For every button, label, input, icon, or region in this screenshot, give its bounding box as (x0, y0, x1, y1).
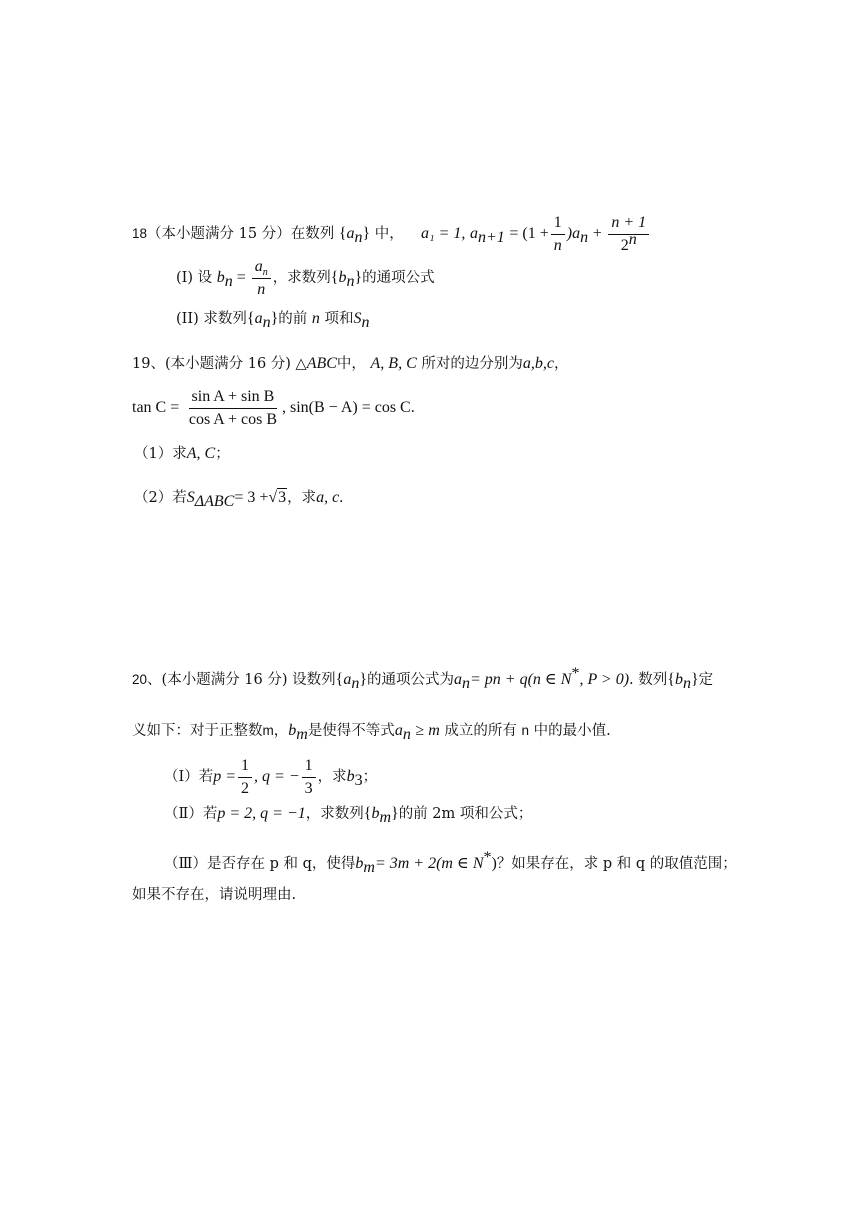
period: . (339, 489, 344, 506)
area-eq: = 3 + (234, 489, 269, 506)
tan-lhs: tan C = (132, 399, 180, 417)
recurrence-mid: )a (566, 225, 581, 243)
part-label: （Ⅰ）若 (164, 769, 214, 786)
formula-tail: , P > 0) (579, 671, 630, 688)
angles-abc: A, B, C (370, 355, 417, 372)
part-cond: = 3m + 2(m ∈ N (374, 855, 484, 872)
part-vars: A, C (186, 445, 216, 462)
text-3: 定 (698, 672, 714, 688)
problem-18-part-1: (I) 设 $b_n$ = $\frac{a_n}{n}$ ，求数列$\{b_n\}$的通项公式 (176, 258, 435, 298)
problem-20-line-2: 义如下：对于正整数m，$b_m$是使得不等式$a_n \ge m$ 成立的所有 n 中的最小值. (132, 722, 611, 743)
side-text: 所对的边分别为 (421, 356, 523, 372)
frac-n-plus-1-over-2n: $\frac{n + 1}{2^n}$ (608, 214, 649, 254)
part-tail: 的前 2m 项和公式； (398, 806, 533, 822)
inequality: ≥ m (415, 722, 440, 739)
problem-number: 19 (132, 356, 151, 372)
triangle-abc: ABC (306, 355, 337, 372)
part-label: （1）求 (134, 446, 187, 462)
sides-abc: a,b,c (522, 355, 554, 372)
line-2-text: 义如下：对于正整数 (132, 723, 263, 739)
line-2c-text: 成立的所有 (444, 723, 517, 739)
problem-header: （本小题满分 15 分）在数列 (147, 226, 335, 243)
frac-tan-c: $\frac{\text{sin A + sin B}}{\text{cos A + cos B}}$ (188, 388, 277, 428)
recurrence-a1: a₁ = 1, (421, 225, 466, 243)
var-m: m (262, 723, 274, 738)
recurrence-lhs: a (469, 225, 478, 243)
part-cond: p = 2, q = −1 (217, 805, 306, 822)
text-1: 的通项公式为 (367, 672, 454, 688)
problem-20-header: 20、(本小题满分 16 分) 设数列$\{a_n\}$的通项公式为$a_n=$ pn + q(n ∈ N*, P > 0). 数列$\{b_n\}$定 (132, 665, 714, 692)
problem-20-part-1: （Ⅰ）若p = $\frac{1}{2}$ , q = − $\frac{1}{3}$ ，求$b_3$； (164, 757, 378, 797)
part-text: 的前 (278, 311, 308, 327)
line-2b-text: 是使得不等式 (307, 723, 395, 739)
part-vars: a, c (316, 489, 340, 506)
part-tail: 的通项公式 (362, 270, 435, 287)
problem-in-text: 中， (374, 226, 404, 243)
part-label: （Ⅱ）若 (164, 806, 218, 822)
recurrence-open: = (1 + (509, 225, 549, 243)
problem-18-header: 18（本小题满分 15 分）在数列 $\{a_n\}$ 中， a₁ = 1, $a_{n+1} = (1$ + $\frac{1}{n}$ )$a_n$ + $\frac{n + 1}{2^n}$ (132, 214, 651, 254)
frac-one-over-n: $\frac{1}{n}$ (551, 214, 565, 254)
part-label: (II) 求数列 (176, 311, 247, 327)
q-eq: , q = − (254, 768, 300, 786)
frac-one-third: $\frac{1}{3}$ (302, 757, 316, 797)
problem-20-part-3: （Ⅲ）是否存在 p 和 q，使得$b_m= 3m + 2(m$ ∈ N*)？如果存在，求 p 和 q 的取值范围； (164, 849, 737, 876)
part-label: （2）若 (134, 490, 187, 506)
formula: = pn + q(n ∈ N (470, 671, 572, 688)
part-tail: 项和 (324, 311, 354, 327)
problem-19-equations: tan C = $\frac{\text{sin A + sin B}}{\text{cos A + cos B}}$ , sin(B − A) = cos C. (132, 388, 415, 428)
problem-19-header (132, 356, 568, 372)
text-2: . 数列 (629, 672, 668, 688)
part-tail: ，求 (287, 490, 317, 506)
problem-header: 、(本小题满分 16 分) △ (150, 356, 307, 372)
part-label: （Ⅲ）是否存在 p 和 q，使得 (164, 856, 356, 872)
problem-19-part-2: （2）若$S_{\Delta ABC}= 3 +√3$，求a, c. (134, 489, 344, 510)
part-text: ？如果存在，求 p 和 q 的取值范围； (496, 856, 737, 872)
part-label: (I) 设 (176, 270, 213, 287)
comma: ， (553, 356, 569, 372)
frac-an-over-n: $\frac{a_n}{n}$ (252, 258, 271, 298)
part-tail: ； (215, 446, 230, 462)
part-text: ，求数列 (272, 270, 331, 287)
second-equation: sin(B − A) = cos C (290, 399, 411, 417)
problem-20-part-2: （Ⅱ）若p = 2, q = −1，求数列$\{b_m\}$的前 2m 项和公式； (164, 805, 533, 826)
problem-number: 20 (132, 672, 148, 687)
part-line-2: 如果不存在，请说明理由. (132, 887, 297, 903)
problem-number: 18 (132, 226, 148, 242)
problem-20-part-3-line-2 (132, 888, 296, 903)
problem-in-text: 中， (336, 356, 366, 372)
line-2d-text: 中的最小值. (533, 723, 611, 739)
part-tail: ，求 (317, 769, 347, 786)
var-n: n (311, 310, 320, 327)
problem-19-part-1 (134, 446, 230, 462)
radicand: 3 (278, 489, 287, 506)
problem-header: 、(本小题满分 16 分) 设数列 (147, 672, 336, 688)
problem-18-part-2: (II) 求数列$\{a_n\}$的前 n 项和$S_n$ (176, 310, 370, 331)
frac-one-half: $\frac{1}{2}$ (238, 757, 252, 797)
part-text: ，求数列 (305, 806, 364, 822)
p-eq: p = (213, 768, 237, 786)
